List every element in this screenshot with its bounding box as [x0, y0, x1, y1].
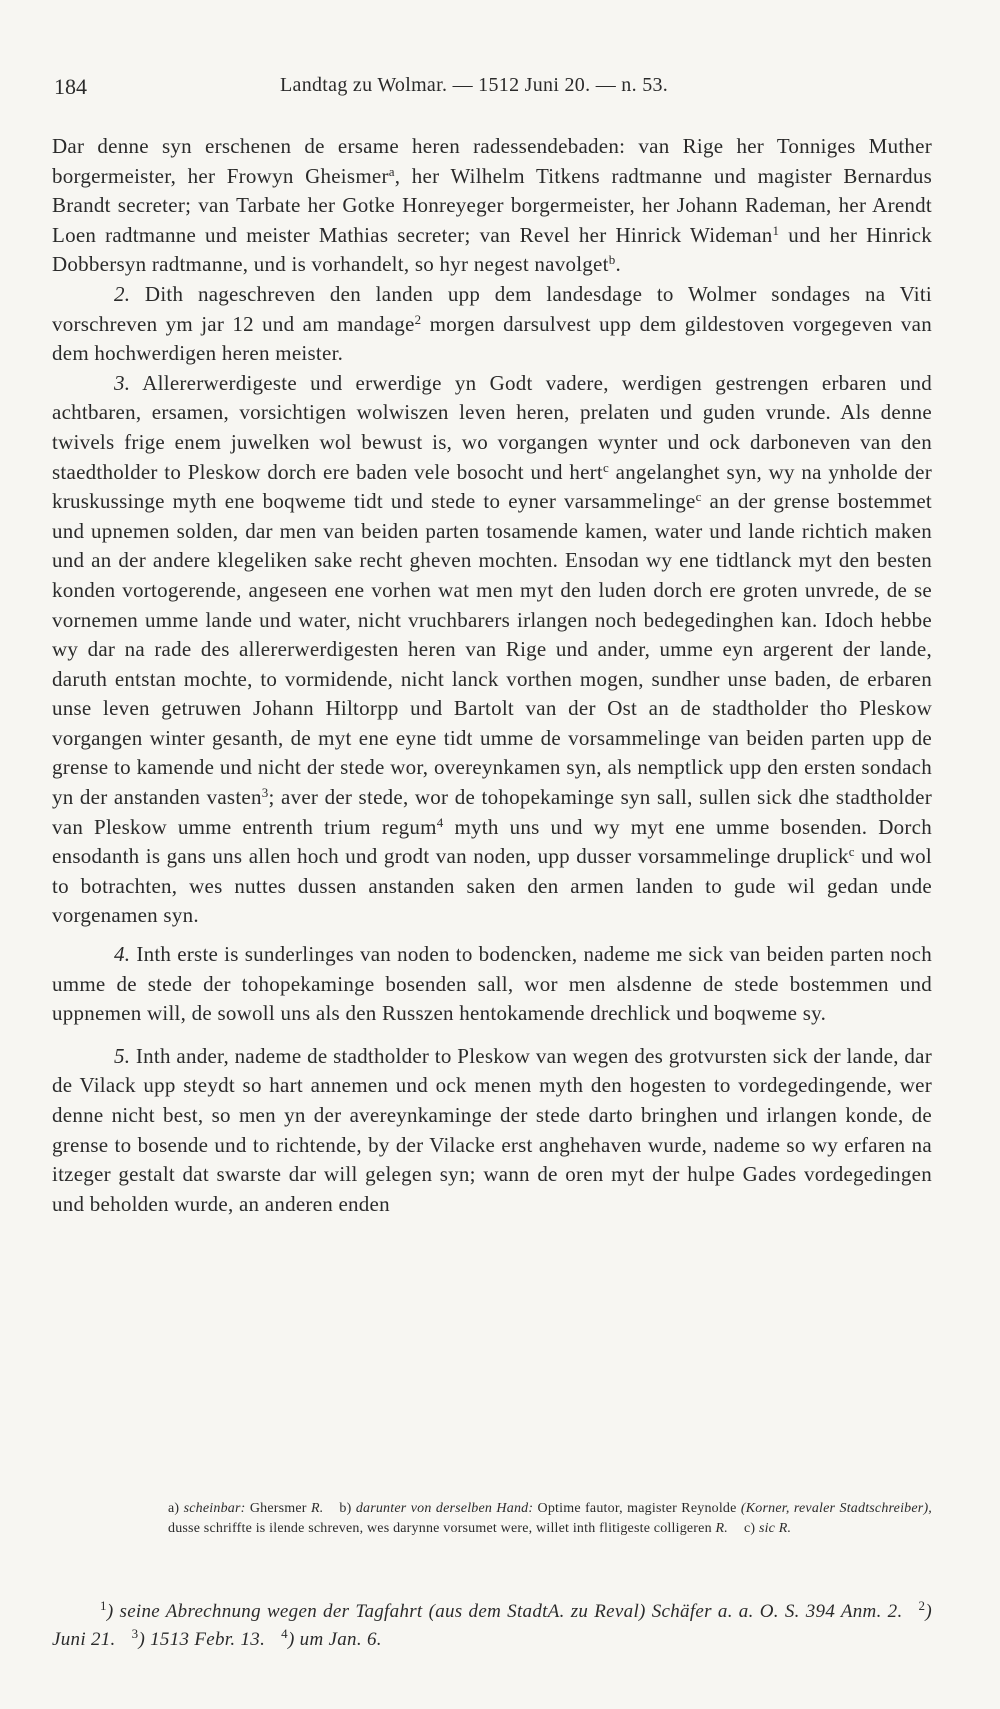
footnote-ref: 2 — [414, 311, 422, 327]
footnote-2: $^2$) Juni 21. — [52, 1598, 932, 1650]
apparatus-b: b) darunter von derselben Hand: Optime fautor, magister Reynolde (Korner, revaler Stadtschreiber), dusse schriffte is ilende schreven, wes darynne vorsumet were, willet inth flitigeste colligeren R. — [168, 1501, 933, 1536]
paragraph-number: 3. — [114, 370, 131, 395]
footnote-3: $^3$) 1513 Febr. 13. — [131, 1626, 266, 1650]
intro-paragraph: Dar denne syn erschenen de ersame heren radessendebaden: van Rige her Tonniges Muther borgermeister, her Frowyn Gheismer$^a$, her Wilhelm Titkens radtmanne und magister Bernardus Brandt secreter; van Tarbate her Gotke Honreyeger borgermeister, her Johann Rademan, her Arendt Loen radtmanne und meister Mathias secreter; van Revel her Hinrick Wideman$^1$ und her Hinrick Dobbersyn radtmanne, und is vorhandelt, so hyr negest navolget$^b$. — [52, 134, 932, 277]
apparatus-c: c) sic R. — [743, 1521, 792, 1536]
footnote-4: $^4$) um Jan. 6. — [281, 1626, 382, 1650]
footnote-ref: 3 — [261, 785, 269, 801]
paragraph-5: 5. Inth ander, nademe de stadtholder to Pleskow van wegen des grotvursten sick der lande, dar de Vilack upp steydt so hart annemen und ock menen myth den hogesten to vordegedingende, wer denne nicht best, so men yn der avereynkaminge der stede darto bringhen und irlangen konde, de grense to bosende und to richtende, by der Vilacke erst anghehaven wurde, nademe so wy erfaren na itzeger gestalt dat swarste dar will gelegen syn; wann de oren myt der hulpe Gades vordegedingen und beholden wurde, an anderen enden — [52, 1043, 932, 1216]
footnote-ref: 4 — [436, 814, 444, 830]
apparatus-ref: c — [848, 844, 855, 860]
footnote-ref: 1 — [772, 222, 780, 238]
critical-apparatus — [168, 1499, 932, 1539]
footnote-1: $^1$) seine Abrechnung wegen der Tagfahrt (aus dem StadtA. zu Reval) Schäfer a. a. O. S. 394 Anm. 2. $^2$) Juni 21. $^3$) 1513 Febr. 13. $^4$) um Jan. 6. — [52, 1598, 932, 1650]
paragraph-3: 3. Allererwerdigeste und erwerdige yn Godt vadere, werdigen gestrengen erbaren und achtbaren, ersamen, vorsichtigen wolwiszen leven heren, prelaten und guden vrunde. Als denne twivels frige enem juwelken wol bewust is, wo vorgangen wynter und ock darboneven van den staedtholder to Pleskow dorch ere baden vele bosocht und hert$^c$ angelanghet syn, wy na ynholde der kruskussinge myth ene boqweme tidt und stede to eyner varsammelinge$^c$ an der grense bostemmet und upnemen solden, dar men van beiden parten tosamende kamen, water und lande richtich maken und an der andere klegeliken sake recht gheven mochten. Ensodan wy ene tidtlanck myt den besten konden vortogerende, angeseen ene vorhen wat men myt den luden dorch ere groten unvrede, de se vornemen umme lande und water, nicht vruchbarers irlangen noch bedegedinghen kan. Idoch hebbe wy dar na rade des allererwerdigesten heren van Rige und ander, umme eyn argerent der lande, daruth entstan mochte, to vormidende, nicht lanck vorthen mogen, sundher unse baden, de erbaren unse leven getruwen Johann Hiltorpp und Bartolt van der Ost an de stadtholder tho Pleskow vorgangen winter gesanth, de myt ene eyne tidt umme de vorsammelinge van beiden parten upp de grense to kamende und nicht der stede wor, overeynkamen syn, als nemptlick upp den ersten sondach yn der anstanden vasten$^3$; aver der stede, wor de tohopekaminge syn sall, sullen sick dhe stadtholder van Pleskow umme entrenth trium regum$^4$ myth uns und wy myt ene umme bosenden. Dorch ensodanth is gans uns allen hoch und grodt van noden, upp dusser vorsammelinge druplick$^c$ und wol to botrachten, wes nuttes dussen anstanden saken den armen landen to gude wil gedan unde vorgenamen syn. — [52, 370, 933, 928]
paragraph-number: 5. — [114, 1043, 131, 1068]
apparatus-ref: c — [603, 459, 610, 475]
page-number: 184 — [54, 74, 87, 99]
paragraph-number: 4. — [114, 942, 131, 967]
apparatus-a: a) scheinbar: Ghersmer R. — [168, 1501, 324, 1516]
paragraph-4: 4. Inth erste is sunderlinges van noden to bodencken, nademe me sick van beiden parten noch umme de stede der tohopekaminge bosenden sall, wor men alsdenne de stede bostemmen und uppnemen will, de sowoll uns als den Russzen hentokamende drechlick und boqweme sy. — [52, 942, 932, 1026]
apparatus-ref: b — [608, 252, 616, 268]
paragraph-2: 2. Dith nageschreven den landen upp dem landesdage to Wolmer sondages na Viti vorschreven ym jar 12 und am mandage$^2$ morgen darsulvest upp dem gildestoven vorgegeven van dem hochwerdigen heren meister. — [52, 281, 932, 366]
apparatus-ref: a — [388, 163, 395, 179]
apparatus-ref: c — [695, 489, 702, 505]
page-header — [54, 74, 934, 104]
main-text — [52, 132, 932, 1219]
footnotes — [52, 1598, 932, 1654]
paragraph-number: 2. — [114, 281, 131, 306]
running-title: Landtag zu Wolmar. — 1512 Juni 20. — n. 53. — [280, 74, 669, 96]
